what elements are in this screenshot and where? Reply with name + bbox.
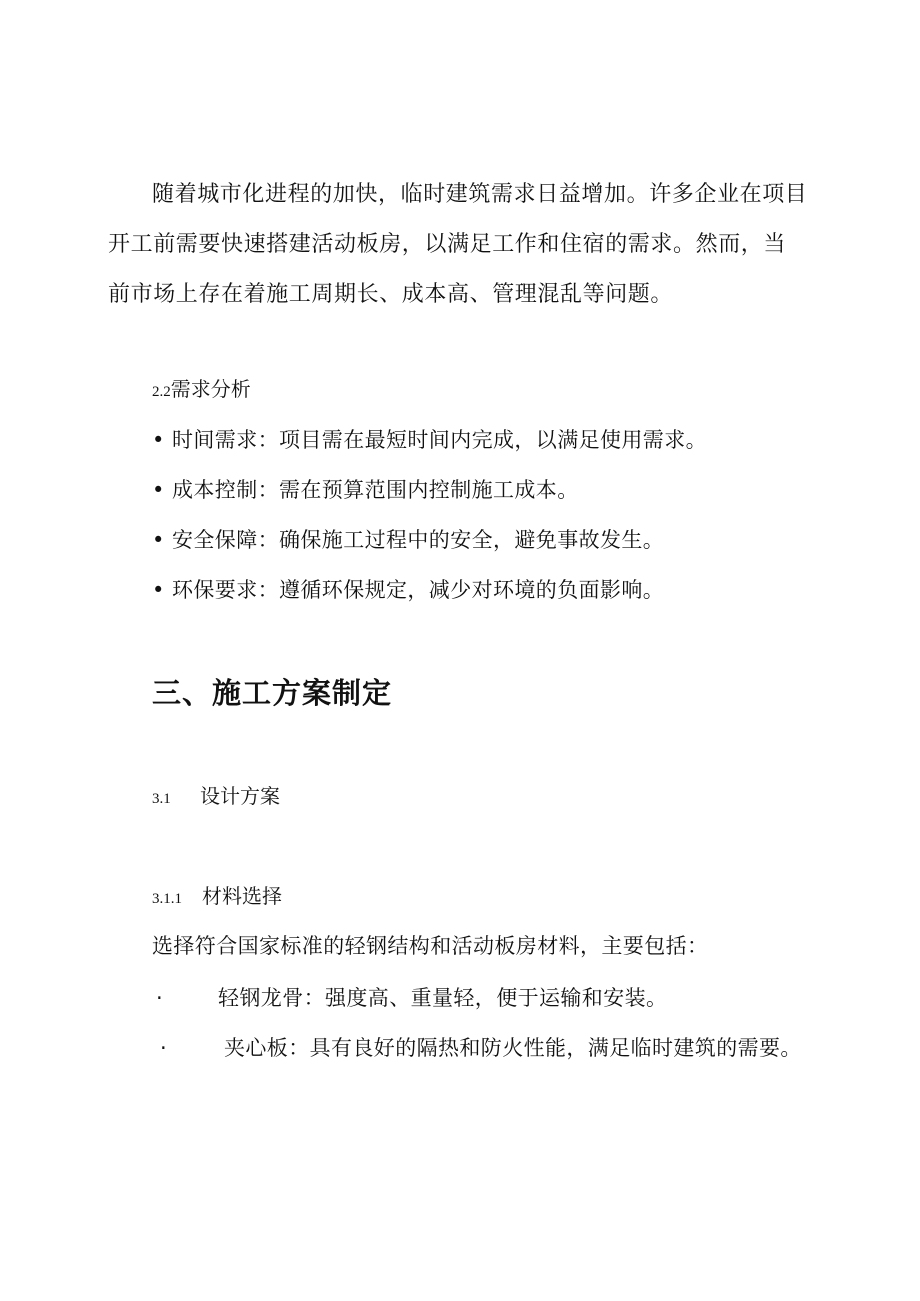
requirement-item — [152, 425, 707, 455]
section-3-1-1-number: 3.1.1 — [152, 891, 182, 907]
section-3-1-1-title: 材料选择 — [202, 884, 282, 908]
section-2-2-title: 需求分析 — [170, 377, 251, 401]
section-3-1-1-heading — [152, 881, 282, 914]
section-3-1-title: 设计方案 — [200, 784, 280, 808]
bullet-icon: · — [156, 986, 164, 1010]
material-text: 夹心板：具有良好的隔热和防火性能，满足临时建筑的需要。 — [224, 1036, 802, 1060]
section-2-2-heading — [152, 374, 251, 407]
materials-intro: 选择符合国家标准的轻钢结构和活动板房材料，主要包括： — [152, 934, 709, 958]
requirement-text: 环保要求：遵循环保规定，减少对环境的负面影响。 — [172, 578, 665, 602]
requirement-item — [152, 525, 664, 555]
bullet-icon: • — [152, 478, 165, 502]
bullet-icon: • — [152, 578, 165, 602]
requirement-text: 安全保障：确保施工过程中的安全，避免事故发生。 — [172, 528, 665, 552]
bullet-icon: • — [152, 428, 165, 452]
material-item — [152, 983, 667, 1013]
material-text: 轻钢龙骨：强度高、重量轻，便于运输和安装。 — [218, 986, 668, 1010]
chapter-3-heading: 三、施工方案制定 — [152, 676, 393, 710]
section-3-1-number: 3.1 — [152, 791, 171, 807]
intro-paragraph: 随着城市化进程的加快，临时建筑需求日益增加。许多企业在项目开工前需要快速搭建活动板房，以满足工作和住宿的需求。然而，当前市场上存在着施工周期长、成本高、管理混乱等问题。 — [108, 182, 808, 307]
bullet-icon: · — [160, 1036, 168, 1060]
requirement-text: 时间需求：项目需在最短时间内完成，以满足使用需求。 — [172, 428, 707, 452]
material-item — [108, 1033, 808, 1063]
requirement-text: 成本控制：需在预算范围内控制施工成本。 — [172, 478, 579, 502]
requirement-item — [152, 475, 579, 505]
section-2-2-number: 2.2 — [152, 384, 171, 400]
bullet-icon: • — [152, 528, 165, 552]
requirement-item — [152, 575, 664, 605]
section-3-1-heading — [152, 781, 280, 814]
